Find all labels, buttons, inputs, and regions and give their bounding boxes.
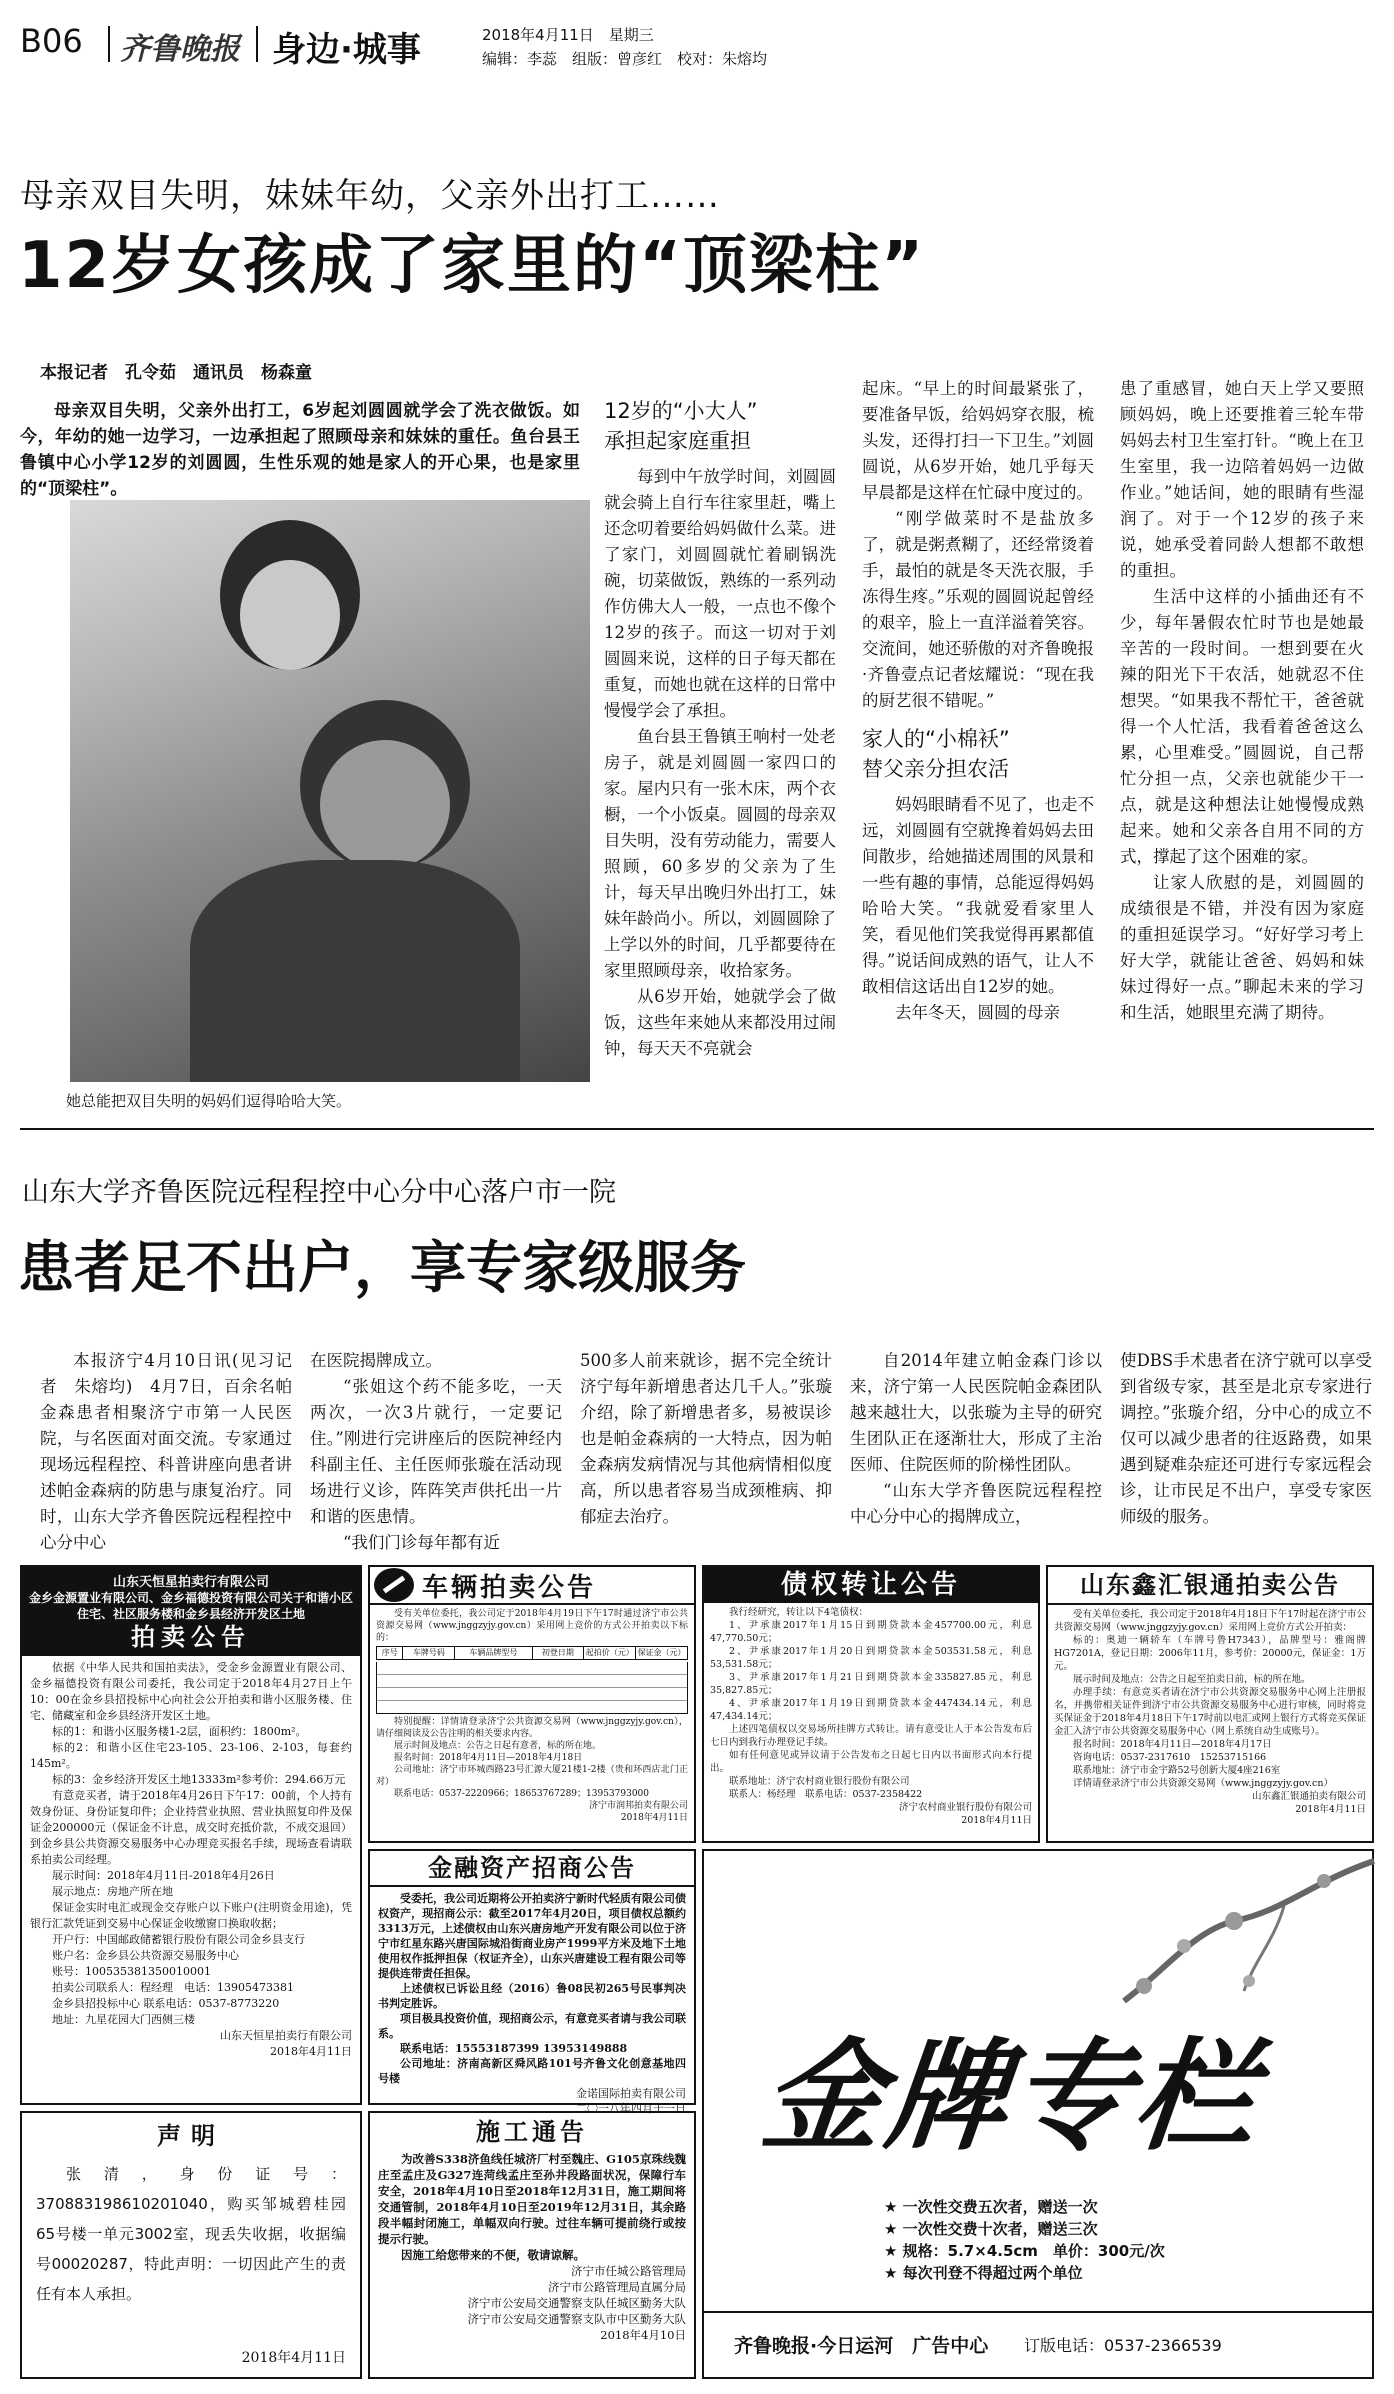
- section-title: 身边·城事: [272, 30, 421, 70]
- story1-headline: 12岁女孩成了家里的“顶梁柱”: [18, 229, 926, 303]
- story2-headline: 患者足不出户，享专家级服务: [18, 1236, 746, 1301]
- masthead: [20, 14, 1374, 74]
- construction-notice: 施工通告 为改善S338济鱼线任城济厂村至魏庄、G105京珠线魏庄至孟庄及G327连菏线孟庄至孙井段路面状况，保障行车安全，2018年4月10日至2018年12月31日，施工期间将交通管制，2018年4月10日至2019年12月31日，其余路段半幅封闭施工，单幅双向行驶。过往车辆可提前绕行或按提示行驶。 因施工给您带来的不便，敬请谅解。 济宁市任城公路管理局 济宁市公路管理局直属分局 济宁市公安局交通警察支队任城区勤务大队 济宁市公安局交通警察支队市中区勤务大队 2018年4月10日: [368, 2111, 696, 2379]
- auction-notice-tianhengxing: 山东天恒星拍卖行有限公司 金乡金源置业有限公司、金乡福德投资有限公司关于和谐小区住宅、社区服务楼和金乡县经济开发区土地 拍卖公告 依据《中华人民共和国拍卖法》，受金乡金源置业有限公司、金乡福德投资有限公司委托，我公司定于2018年4月27日上午10：00在金乡县招投标中心向社会公开拍卖和谐小区服务楼、住宅、储藏室和金乡县经济开发区土地。 标的1：和谐小区服务楼1-2层，面积约：1800m²。 标的2：和谐小区住宅23-105、23-106、2-103，每套约145m²。 标的3：金乡经济开发区土地13333m²参考价：294.66万元 有意竞买者，请于2018年4月26日下午17：00前，个人持有效身份证、身份证复印件；企业持营业执照、营业执照复印件及保证金200000元（保证金不计息，成交时充抵价款，不成交退回）到金乡县公共资源交易服务中心办理竞买报名手续，现场查看请联系拍卖公司经理。 展示时间：2018年4月11日-2018年4月26日 展示地点：房地产所在地 保证金实时电汇或现金交存账户以下账户(注明资金用途)，凭银行汇款凭证到交易中心保证金收缴窗口换取收据； 开户行：中国邮政储蓄银行股份有限公司金乡县支行 账户名：金乡县公共资源交易服务中心 账号：100535381350010001 拍卖公司联系人：程经理 电话：13905473381 金乡县招投标中心 联系电话：0537-8773220 地址：九星花园大门西侧三楼 山东天恒星拍卖行有限公司 2018年4月11日: [20, 1565, 362, 2105]
- gold-column-calligraphy: 金牌专栏: [755, 2026, 1267, 2167]
- story1-column-2: 起床。“早上的时间最紧张了，要准备早饭，给妈妈穿衣服，梳头发，还得打扫一下卫生。”刘圆圆说，从6岁开始，她几乎每天早晨都是这样在忙碌中度过的。 “刚学做菜时不是盐放多了，就是粥煮糊了，还经常烫着手，最怕的就是冬天洗衣服，手冻得生疼。”乐观的圆圆说起曾经的艰辛，脸上一直洋溢着笑容。交流间，她还骄傲的对齐鲁晚报·齐鲁壹点记者炫耀说：“现在我的厨艺很不错呢。” 家人的“小棉袄” 替父亲分担农活 妈妈眼睛看不见了，也走不远，刘圆圆有空就搀着妈妈去田间散步，给她描述周围的风景和一些有趣的事情，总能逗得妈妈哈哈大笑。“我就爱看家里人笑，看见他们笑我觉得再累都值得。”说话间成熟的语气，让人不敢相信这话出自12岁的她。 去年冬天，圆圆的母亲: [862, 379, 1094, 1022]
- xinhui-auction-notice: 山东鑫汇银通拍卖公告 受有关单位委托，我公司定于2018年4月18日下午17时起在济宁市公共资源交易网（www.jnggzyjy.gov.cn）采用网上竞价方式公开拍卖： 标的：奥迪一辆轿车（车牌号鲁H7343），品牌型号：雅阁牌HG7201A，登记日期：2006年11月，参考价：20000元，保证金：1万元。 展示时间及地点：公告之日起至拍卖日前，标的所在地。 办理手续：有意竞买者请在济宁市公共资源交易服务中心网上注册报名，并携带相关证件到济宁市公共资源交易服务中心进行审核，同时将竞买保证金于2018年4月18日下午17时前以电汇或网上银行方式将竞买保证金汇入济宁市公共资源交易服务中心（网上系统自动生成账号）。 报名时间：2018年4月11日—2018年4月17日 咨询电话：0537-2317610 15253715166 联系地址：济宁市金宇路52号创新大厦4座216室 详情请登录济宁市公共资源交易网（www.jnggzyjy.gov.cn） 山东鑫汇银通拍卖有限公司 2018年4月11日: [1046, 1565, 1374, 1843]
- vehicle-auction-notice: 车辆拍卖公告 受有关单位委托，我公司定于2018年4月19日下午17时通过济宁市公共资源交易网（www.jnggzyjy.gov.cn）采用网上竞价的方式公开拍卖以下标的： 序号 车牌号码 车辆品牌型号 初登日期 起拍价（元） 保证金（元） 特别提醒：详情请登录济宁公共资源交易网（www.jnggzyjy.gov.cn），请仔细阅读及公告注明的相关要求内容。 展示时间及地点：公告之日起有意者，标的所在地。 报名时间：2018年4月11日—2018年4月18日 公司地址：济宁市环城西路23号汇源大厦21楼1-2楼（贵和环西店北门正对） 联系电话：0537-2220966；18653767289；13953793000 济宁市润邦拍卖有限公司 2018年4月11日: [368, 1565, 696, 1843]
- debt-transfer-notice: 债权转让公告 我行经研究，转让以下4笔债权： 1、尹承康2017年1月15日到期贷款本金457700.00元，利息47,770.50元； 2、尹承康2017年1月20日到期贷款本金503531.58元，利息53,531.58元； 3、尹承康2017年1月21日到期贷款本金335827.85元，利息35,827.85元； 4、尹承康2017年1月19日到期贷款本金447434.14元，利息47,434.14元； 上述四笔债权以交易场所挂牌方式转让。请有意受让人于本公告发布后七日内到我行办理登记手续。 如有任何意见或异议请于公告发布之日起七日内以书面形式向本行提出。 联系地址：济宁农村商业银行股份有限公司 联系人：杨经理 联系电话：0537-2358422 济宁农村商业银行股份有限公司 2018年4月11日: [702, 1565, 1040, 1843]
- page-number: B06: [20, 22, 83, 60]
- logo-icon: [374, 1568, 414, 1602]
- statement-notice: 声明 张清，身份证号：370883198610201040，购买邹城碧桂园65号楼一单元3002室，现丢失收据，收据编号00020287，特此声明：一切因此产生的责任有本人承担。 2018年4月11日: [20, 2111, 362, 2379]
- story2-column-1: 本报济宁4月10日讯(见习记者 朱熔均) 4月7日，百余名帕金森患者相聚济宁市第一人民医院，与名医面对面交流。专家通过现场远程程控、科普讲座向患者讲述帕金森病的防患与康复治疗。同时，山东大学齐鲁医院远程程控中心分中心: [40, 1351, 292, 1552]
- ad-center-phone: 订版电话：0537-2366539: [1024, 2336, 1222, 2355]
- statement-body: 张清，身份证号：370883198610201040，购买邹城碧桂园65号楼一单元3002室，现丢失收据，收据编号00020287，特此声明：一切因此产生的责任有本人承担。: [36, 2165, 346, 2303]
- story1-kicker: 母亲双目失明，妹妹年幼，父亲外出打工……: [20, 176, 720, 216]
- divider: [20, 1128, 1374, 1130]
- story2-column-2: 在医院揭牌成立。 “张姐这个药不能多吃，一天两次，一次3片就行，一定要记住。”刚进行完讲座后的医院神经内科副主任、主任医师张璇在活动现场进行义诊，阵阵笑声供托出一片和谐的医患情。 “我们门诊每年都有近: [310, 1351, 562, 1552]
- story2-column-5: 使DBS手术患者在济宁就可以享受到省级专家，甚至是北京专家进行调控。”张璇介绍，分中心的成立不仅可以减少患者的往返路费，如果遇到疑难杂症还可进行专家远程会诊，让市民足不出户，享受专家医师级的服务。: [1120, 1351, 1372, 1526]
- story1-column-3: 患了重感冒，她白天上学又要照顾妈妈，晚上还要推着三轮车带妈妈去村卫生室打针。“晚上在卫生室里，我一边陪着妈妈一边做作业。”她话间，她的眼睛有些湿润了。对于一个12岁的孩子来说，她承受着同龄人想都不敢想的重担。 生活中这样的小插曲还有不少，每年暑假农忙时节也是她最辛苦的一段时间。一想到要在火辣的阳光下干农活，她就忍不住想哭。“如果我不帮忙干，爸爸就得一个人忙活，我看着爸爸这么累，心里难受。”圆圆说，自己帮忙分担一点，父亲也就能少干一点，就是这种想法让她慢慢成熟起来。她和父亲各自用不同的方式，撑起了这个困难的家。 让家人欣慰的是，刘圆圆的成绩很是不错，并没有因为家庭的重担延误学习。“好好学习考上好大学，就能让爸爸、妈妈和妹妹过得好一点。”聊起未来的学习和生活，她眼里充满了期待。: [1120, 379, 1364, 1022]
- gold-column-ad: [702, 1849, 1374, 2379]
- story2-column-3: 500多人前来就诊，据不完全统计济宁每年新增患者达几千人。”张璇介绍，除了新增患者多，易被误诊也是帕金森病的一大特点，因为帕金森病发病情况与其他病情相似度高，所以患者容易当成颈椎病、抑郁症去治疗。: [580, 1351, 832, 1526]
- story1-column-1: 12岁的“小大人” 承担起家庭重担 每到中午放学时间，刘圆圆就会骑上自行车往家里赶，嘴上还念叨着要给妈妈做什么菜。进了家门，刘圆圆就忙着刷锅洗碗，切菜做饭，熟练的一系列动作仿佛大人一般，一点也不像个12岁的孩子。而这一切对于刘圆圆来说，这样的日子每天都在重复，而她也就在这样的日常中慢慢学会了承担。 鱼台县王鲁镇王响村一处老房子，就是刘圆圆一家四口的家。屋内只有一张木床，两个衣橱，一个小饭桌。圆圆的母亲双目失明，没有劳动能力，需要人照顾，60多岁的父亲为了生计，每天早出晚归外出打工，妹妹年龄尚小。所以，刘圆圆除了上学以外的时间，几乎都要待在家里照顾母亲，收拾家务。 从6岁开始，她就学会了做饭，这些年来她从来都没用过闹钟，每天天不亮就会: [604, 399, 836, 1058]
- story1-photo-caption: 她总能把双目失明的妈妈们逗得哈哈大笑。: [66, 1092, 352, 1110]
- gold-column-terms: ★ 一次性交费五次者，赠送一次 ★ 一次性交费十次者，赠送三次 ★ 规格：5.7×4.5cm 单价：300元/次 ★ 每次刊登不得超过两个单位: [884, 2198, 1165, 2282]
- story1-byline: 本报记者 孔令茹 通讯员 杨森童: [40, 363, 312, 383]
- page-credits: 编辑：李蕊 组版：曾彦红 校对：朱熔均: [482, 50, 768, 68]
- story1-photo: [70, 500, 590, 1082]
- paper-logo: 齐鲁晚报: [120, 32, 240, 67]
- financial-asset-notice: 金融资产招商公告 受委托，我公司近期将公开拍卖济宁新时代轻质有限公司债权资产，现招商公示：截至2017年4月20日，项目债权总额约3313万元，上述债权由山东兴唐房地产开发有限公司以位于济宁市红星东路兴唐国际城沿街商业房产1999平方米及地下土地使用权作抵押担保（权证齐全），山东兴唐建设工程有限公司等提供连带责任担保。 上述债权已诉讼且经（2016）鲁08民初265号民事判决书判定胜诉。 项目极具投资价值，现招商公示，有意竞买者请与我公司联系。 联系电话：15553187399 13953149888 公司地址：济南高新区舜风路101号齐鲁文化创意基地四号楼 金诺国际拍卖有限公司 二〇一八年四月十一日: [368, 1849, 696, 2105]
- story2-column-4: 自2014年建立帕金森门诊以来，济宁第一人民医院帕金森团队越来越壮大，以张璇为主导的研究生团队正在逐渐壮大，形成了主治医师、住院医师的阶梯性团队。 “山东大学齐鲁医院远程程控中心分中心的揭牌成立，: [850, 1351, 1102, 1526]
- ad-center-name: 齐鲁晚报·今日运河 广告中心: [734, 2335, 989, 2357]
- issue-date: 2018年4月11日 星期三: [482, 26, 654, 44]
- story2-kicker: 山东大学齐鲁医院远程程控中心分中心落户市一院: [22, 1177, 616, 1208]
- story1-lead: 母亲双目失明，父亲外出打工，6岁起刘圆圆就学会了洗衣做饭。如今，年幼的她一边学习，一边承担起了照顾母亲和妹妹的重任。鱼台县王鲁镇中心小学12岁的刘圆圆，生性乐观的她是家人的开心果，也是家里的“顶梁柱”。: [20, 401, 580, 499]
